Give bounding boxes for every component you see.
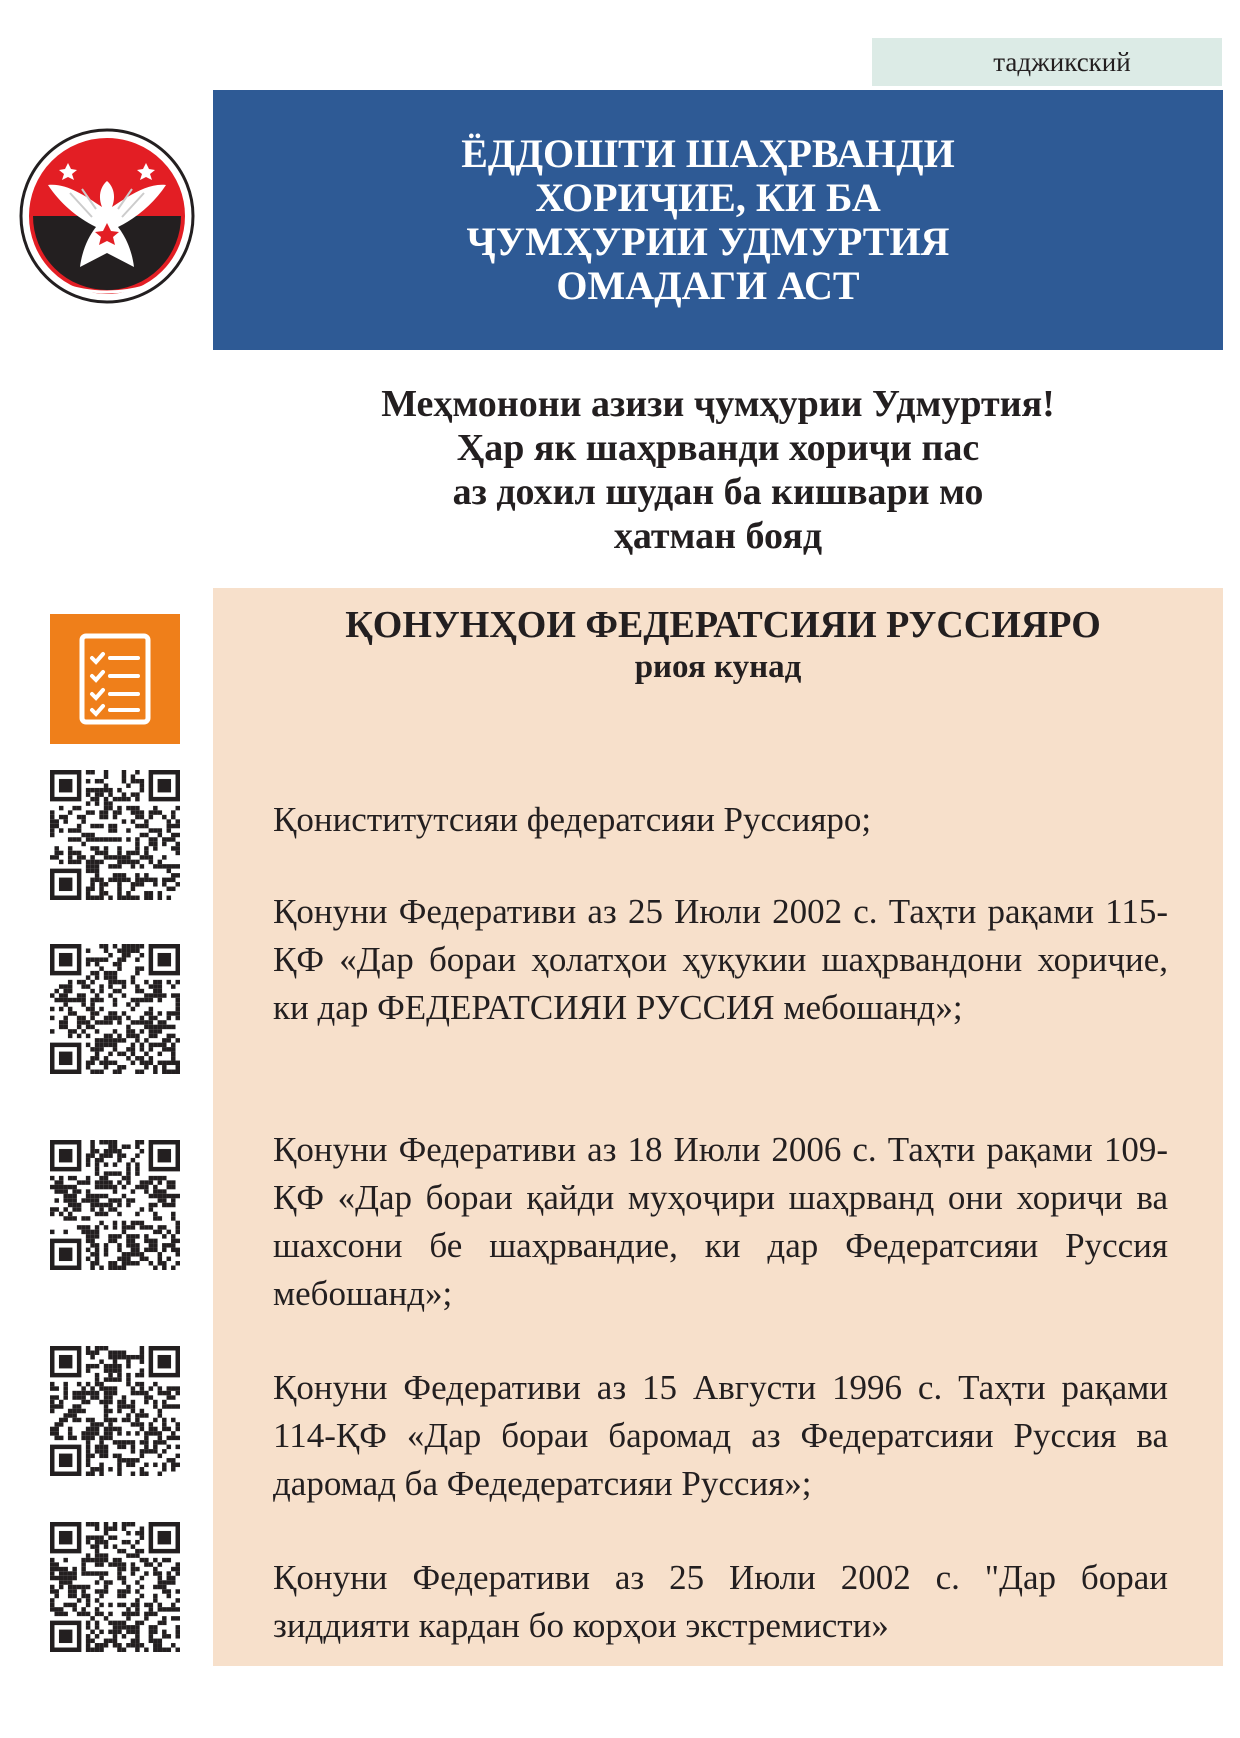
- qr-code-icon[interactable]: [50, 770, 180, 900]
- laws-panel: [213, 588, 1223, 1666]
- law-item-1: Қониститутсияи федератсияи Руссияро;: [273, 800, 872, 839]
- title-banner: [213, 90, 1223, 350]
- greeting-text: Меҳмонони азизи ҷумҳурии Удмуртия! Ҳар як шаҳрванди хориҷи пас аз дохил шудан ба кишвари мо ҳатман бояд: [381, 383, 1055, 557]
- law-item-4: Қонуни Федеративи аз 15 Августи 1996 с. Таҳти рақами 114-ҚФ «Дар бораи баромад аз Федератсияи Руссия ва даромад ба Федедератсияи Руссия»;: [273, 1368, 1168, 1503]
- law-item-3: Қонуни Федеративи аз 18 Июли 2006 с. Таҳти рақами 109-ҚФ «Дар бораи қайди муҳоҷири шаҳрванд они хориҷи ва шахсони бе шаҳрвандие, ки дар Федератсияи Руссия мебошанд»;: [273, 1130, 1168, 1313]
- language-tag: таджикский: [872, 38, 1222, 86]
- banner-title: ЁДДОШТИ ШАҲРВАНДИ ХОРИҶИЕ, КИ БА ҶУМҲУРИИ УДМУРТИЯ ОМАДАГИ АСТ: [461, 131, 955, 308]
- qr-code-icon[interactable]: [50, 1346, 180, 1476]
- checklist-icon: [50, 614, 180, 744]
- laws-subtitle: риоя кунад: [634, 649, 802, 685]
- laws-title: ҚОНУНҲОИ ФЕДЕРАТСИЯИ РУССИЯРО: [345, 604, 1101, 646]
- law-item-5: Қонуни Федеративи аз 25 Июли 2002 с. "Дар бораи зиддияти кардан бо корҳои экстремисти»: [273, 1558, 1168, 1645]
- qr-code-icon[interactable]: [50, 1522, 180, 1652]
- law-item-2: Қонуни Федеративи аз 25 Июли 2002 с. Таҳти рақами 115-ҚФ «Дар бораи ҳолатҳои ҳуқукии шаҳрвандони хориҷие, ки дар ФЕДЕРАТСИЯИ РУССИЯ мебошанд»;: [273, 892, 1168, 1027]
- qr-code-icon[interactable]: [50, 944, 180, 1074]
- qr-code-icon[interactable]: [50, 1140, 180, 1270]
- emblem-icon: [18, 125, 196, 307]
